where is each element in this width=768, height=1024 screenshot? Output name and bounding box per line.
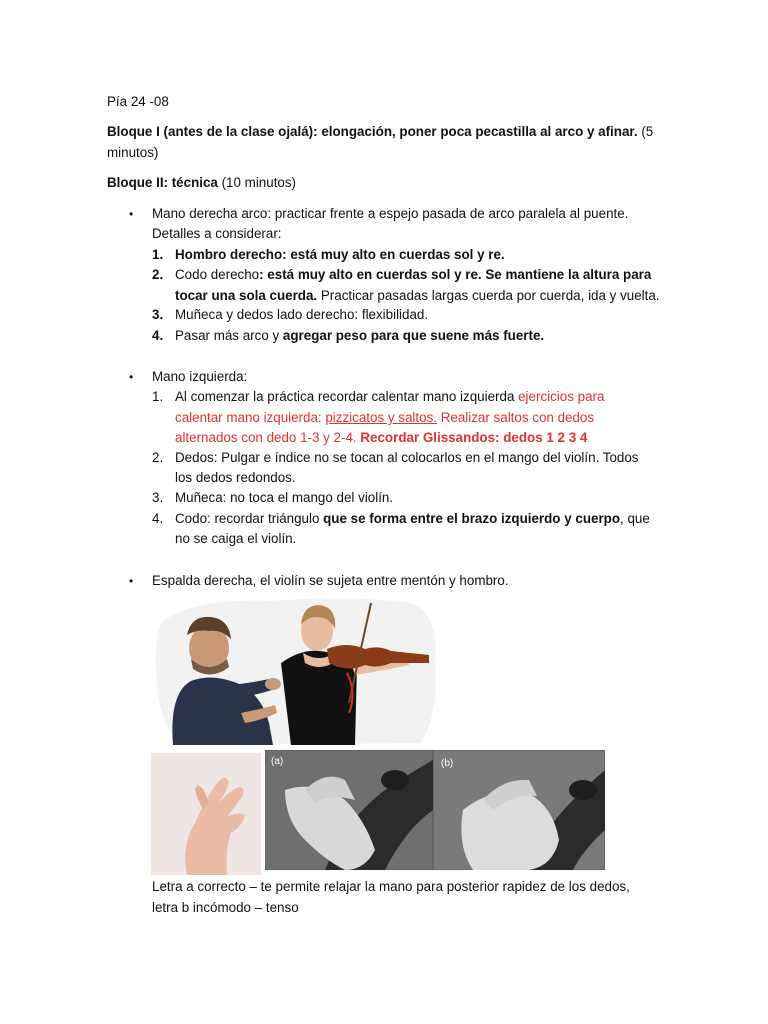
item-text: Practicar pasadas largas cuerda por cuerda, ida y vuelta. [317, 288, 660, 303]
right-hand-item-2-line2 [175, 286, 660, 306]
left-hand-item-1-line1 [175, 387, 604, 407]
left-hand-item-3: Muñeca: no toca el mango del violín. [175, 490, 394, 505]
item-number: 2. [152, 267, 164, 282]
item-text: Codo: recordar triángulo [175, 511, 324, 526]
block2-heading [107, 173, 296, 193]
left-hand-item-1-line2 [175, 408, 594, 428]
right-hand-intro-1: Mano derecha arco: practicar frente a espejo pasada de arco paralela al puente. [152, 206, 629, 221]
bullet-left-hand: • [129, 370, 134, 384]
left-hand-title: Mano izquierda: [152, 369, 248, 384]
item-number: 4. [152, 328, 164, 343]
caption-line1: Letra a correcto – te permite relajar la mano para posterior rapidez de los dedos, [152, 879, 630, 894]
item-number: 1. [152, 389, 164, 404]
item-text-bold: tocar una sola cuerda. [175, 288, 318, 303]
right-hand-item-4 [175, 326, 544, 346]
block1-bold: Bloque I (antes de la clase ojalá): elongación, poner poca pecastilla al arco y afinar. [107, 124, 638, 139]
right-hand-item-1 [175, 245, 505, 265]
item-number: 3. [152, 307, 164, 322]
right-hand-item-3: Muñeca y dedos lado derecho: flexibilidad. [175, 307, 429, 322]
block1-line1 [107, 122, 653, 142]
block1-normal: (5 [637, 124, 654, 139]
relaxed-hand-photo [151, 753, 261, 875]
left-hand-item-4-line2: no se caiga el violín. [175, 531, 297, 546]
left-hand-item-2-line2: los dedos redondos. [175, 470, 296, 485]
item-text-red: alternados con dedo 1-3 y 2-4. [175, 430, 361, 445]
item-text: Codo derecho [175, 267, 260, 282]
right-hand-item-2-line1 [175, 265, 651, 285]
block2-bold: Bloque II: técnica [107, 175, 218, 190]
item-text: , que [620, 511, 650, 526]
date-heading: Pía 24 -08 [107, 94, 169, 109]
block2-normal: (10 minutos) [217, 175, 297, 190]
item-number: 3. [152, 490, 164, 505]
left-hand-item-4-line1 [175, 509, 650, 529]
teacher-student-photo [151, 593, 439, 748]
item-number: 2. [152, 450, 164, 465]
item-text-bold: : está muy alto en cuerdas sol y re. Se mantiene la altura para [259, 267, 652, 282]
item-text-red-underline: pizzicatos y saltos. [325, 410, 437, 425]
violin-figure-a [265, 750, 433, 870]
back-text: Espalda derecha, el violín se sujeta entre mentón y hombro. [152, 573, 509, 588]
item-text-red: Realizar saltos con dedos [437, 410, 595, 425]
right-hand-intro-2: Detalles a considerar: [152, 226, 282, 241]
item-text-red-bold: Recordar Glissandos: dedos 1 2 3 4 [360, 430, 588, 445]
item-text-red: ejercicios para [518, 389, 605, 404]
item-text: Pasar más arco y [175, 328, 283, 343]
left-hand-item-1-line3 [175, 428, 587, 448]
figure-a-label: (a) [271, 756, 284, 767]
item-text-bold: agregar peso para que suene más fuerte. [282, 328, 545, 343]
item-number: 4. [152, 511, 164, 526]
item-text-red: calentar mano izquierda: [175, 410, 326, 425]
caption-line2: letra b incómodo – tenso [152, 900, 299, 915]
item-text-bold: que se forma entre el brazo izquierdo y cuerpo [323, 511, 621, 526]
item-number: 1. [152, 247, 164, 262]
bullet-back: • [129, 574, 134, 588]
bullet-right-hand: • [129, 207, 134, 221]
item-text: Hombro derecho: está muy alto en cuerdas sol y re. [175, 247, 505, 262]
left-hand-item-2-line1: Dedos: Pulgar e índice no se tocan al colocarlos en el mango del violín. Todos [175, 450, 639, 465]
violin-figure-b [433, 750, 605, 870]
figure-b-label: (b) [441, 758, 454, 769]
block1-line2: minutos) [107, 145, 159, 160]
item-text: Al comenzar la práctica recordar calentar mano izquierda [175, 389, 519, 404]
